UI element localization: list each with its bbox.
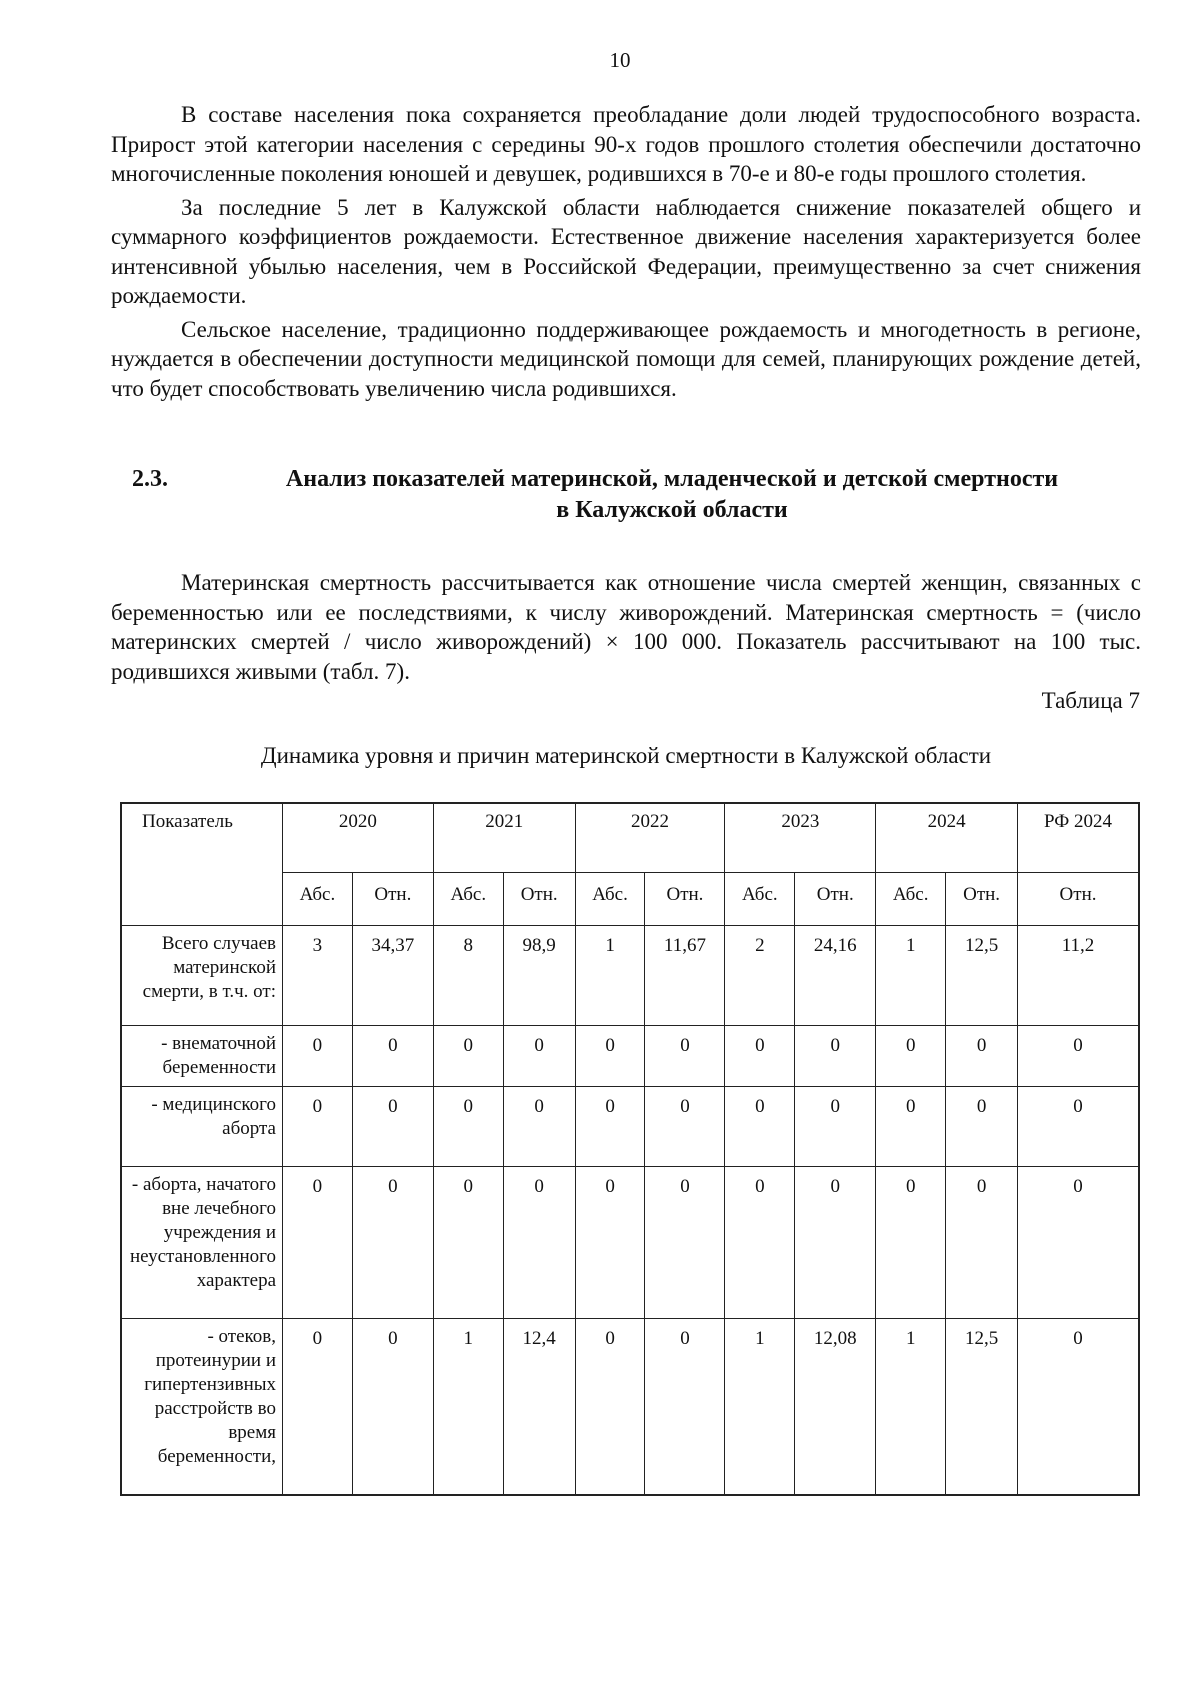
table-cell: 0 (1018, 1167, 1139, 1319)
table-body (121, 926, 1139, 1495)
table-cell: 1 (575, 926, 645, 1026)
paragraph: В составе населения пока сохраняется преобладание доли людей трудоспособного возраста. Прирост этой категории населения с середины 90-х годов прошлого столетия обеспечили достаточно многочисленные поколения юношей и девушек, родившихся в 70-е и 80-е годы прошлого столетия. (111, 102, 1141, 186)
table-cell: 0 (433, 1087, 503, 1167)
table-row (121, 1167, 1139, 1319)
table-cell: 12,08 (795, 1319, 876, 1495)
table-cell: 0 (433, 1167, 503, 1319)
header-year: 2022 (575, 803, 725, 873)
header-abs: Абс. (725, 873, 795, 926)
table-cell: 0 (503, 1167, 575, 1319)
table-cell: 0 (352, 1167, 433, 1319)
table-cell: 24,16 (795, 926, 876, 1026)
row-label: - медицинского аборта (121, 1087, 283, 1167)
row-label: Всего случаев материнской смерти, в т.ч. от: (121, 926, 283, 1026)
table-row (121, 926, 1139, 1026)
table-cell: 0 (946, 1167, 1018, 1319)
header-rel: Отн. (1018, 873, 1139, 926)
table-cell: 0 (352, 1087, 433, 1167)
table-cell: 0 (876, 1087, 946, 1167)
row-label: - аборта, начатого вне лечебного учреждения и неустановленного характера (121, 1167, 283, 1319)
paragraph: Материнская смертность рассчитывается как отношение числа смертей женщин, связанных с беременностью или ее последствиями, к числу живорождений. Материнская смертность = (число материнских смертей / число живорождений) × 100 000. Показатель рассчитывают на 100 тыс. родившихся живыми (табл. 7). (111, 570, 1141, 684)
header-year: 2023 (725, 803, 876, 873)
table-cell: 0 (645, 1087, 725, 1167)
maternal-mortality-table (120, 802, 1140, 1496)
table-label: Таблица 7 (1041, 688, 1140, 713)
table-cell: 0 (1018, 1026, 1139, 1087)
header-abs: Абс. (433, 873, 503, 926)
section-title-line: в Калужской области (556, 497, 788, 523)
table-cell: 0 (725, 1167, 795, 1319)
table-cell: 0 (575, 1087, 645, 1167)
intro-text (111, 568, 1141, 686)
table-row (121, 1319, 1139, 1495)
table-cell: 0 (433, 1026, 503, 1087)
section-heading (111, 464, 1141, 526)
table-row (121, 1026, 1139, 1087)
table-cell: 0 (645, 1026, 725, 1087)
row-label: - внематочной беременности (121, 1026, 283, 1087)
table-cell: 1 (433, 1319, 503, 1495)
table-cell: 12,5 (946, 926, 1018, 1026)
table-cell: 0 (876, 1026, 946, 1087)
header-abs: Абс. (283, 873, 353, 926)
table-cell: 0 (795, 1087, 876, 1167)
table-cell: 2 (725, 926, 795, 1026)
table-cell: 34,37 (352, 926, 433, 1026)
table-cell: 12,5 (946, 1319, 1018, 1495)
table-cell: 0 (575, 1319, 645, 1495)
paragraph: За последние 5 лет в Калужской области наблюдается снижение показателей общего и суммарного коэффициентов рождаемости. Естественное движение населения характеризуется более интенсивной убылью населения, чем в Российской Федерации, преимущественно за счет снижения рождаемости. (111, 194, 1141, 308)
header-abs: Абс. (876, 873, 946, 926)
section-title-line: Анализ показателей материнской, младенческой и детской смертности (285, 466, 1059, 492)
table-cell: 3 (283, 926, 353, 1026)
table-cell: 0 (283, 1026, 353, 1087)
header-rel: Отн. (352, 873, 433, 926)
table-cell: 0 (283, 1319, 353, 1495)
table-cell: 0 (352, 1319, 433, 1495)
table-cell: 0 (876, 1167, 946, 1319)
table-cell: 1 (876, 1319, 946, 1495)
table-cell: 0 (645, 1167, 725, 1319)
table-cell: 1 (876, 926, 946, 1026)
row-label: - отеков, протеинурии и гипертензивных расстройств во время беременности, (121, 1319, 283, 1495)
header-year: 2024 (876, 803, 1018, 873)
table-cell: 0 (645, 1319, 725, 1495)
table-cell: 0 (1018, 1319, 1139, 1495)
body-text (111, 100, 1141, 407)
header-abs: Абс. (575, 873, 645, 926)
section-number: 2.3. (132, 466, 168, 492)
table-cell: 0 (795, 1026, 876, 1087)
table-cell: 0 (725, 1087, 795, 1167)
table-cell: 0 (283, 1087, 353, 1167)
table-cell: 0 (725, 1026, 795, 1087)
table-cell: 0 (795, 1167, 876, 1319)
table-cell: 0 (503, 1087, 575, 1167)
header-indicator: Показатель (121, 803, 283, 926)
header-rel: Отн. (946, 873, 1018, 926)
table-cell: 0 (946, 1026, 1018, 1087)
table-row (121, 1087, 1139, 1167)
table-cell: 98,9 (503, 926, 575, 1026)
paragraph: Сельское население, традиционно поддерживающее рождаемость и многодетность в регионе, нуждается в обеспечении доступности медицинской помощи для семей, планирующих рождение детей, что будет способствовать увеличению числа родившихся. (111, 316, 1141, 401)
table-caption: Динамика уровня и причин материнской смертности в Калужской области (260, 743, 992, 768)
table-cell: 12,4 (503, 1319, 575, 1495)
header-year: 2020 (283, 803, 434, 873)
table-cell: 11,67 (645, 926, 725, 1026)
table-cell: 0 (946, 1087, 1018, 1167)
header-year: 2021 (433, 803, 575, 873)
page-number: 10 (609, 48, 631, 72)
table-cell: 0 (283, 1167, 353, 1319)
header-rf: РФ 2024 (1018, 803, 1139, 873)
table-cell: 1 (725, 1319, 795, 1495)
table-cell: 8 (433, 926, 503, 1026)
table-cell: 0 (352, 1026, 433, 1087)
header-rel: Отн. (795, 873, 876, 926)
table-cell: 0 (503, 1026, 575, 1087)
header-rel: Отн. (645, 873, 725, 926)
table-cell: 0 (575, 1026, 645, 1087)
table-cell: 0 (575, 1167, 645, 1319)
header-rel: Отн. (503, 873, 575, 926)
table-cell: 0 (1018, 1087, 1139, 1167)
table-cell: 11,2 (1018, 926, 1139, 1026)
